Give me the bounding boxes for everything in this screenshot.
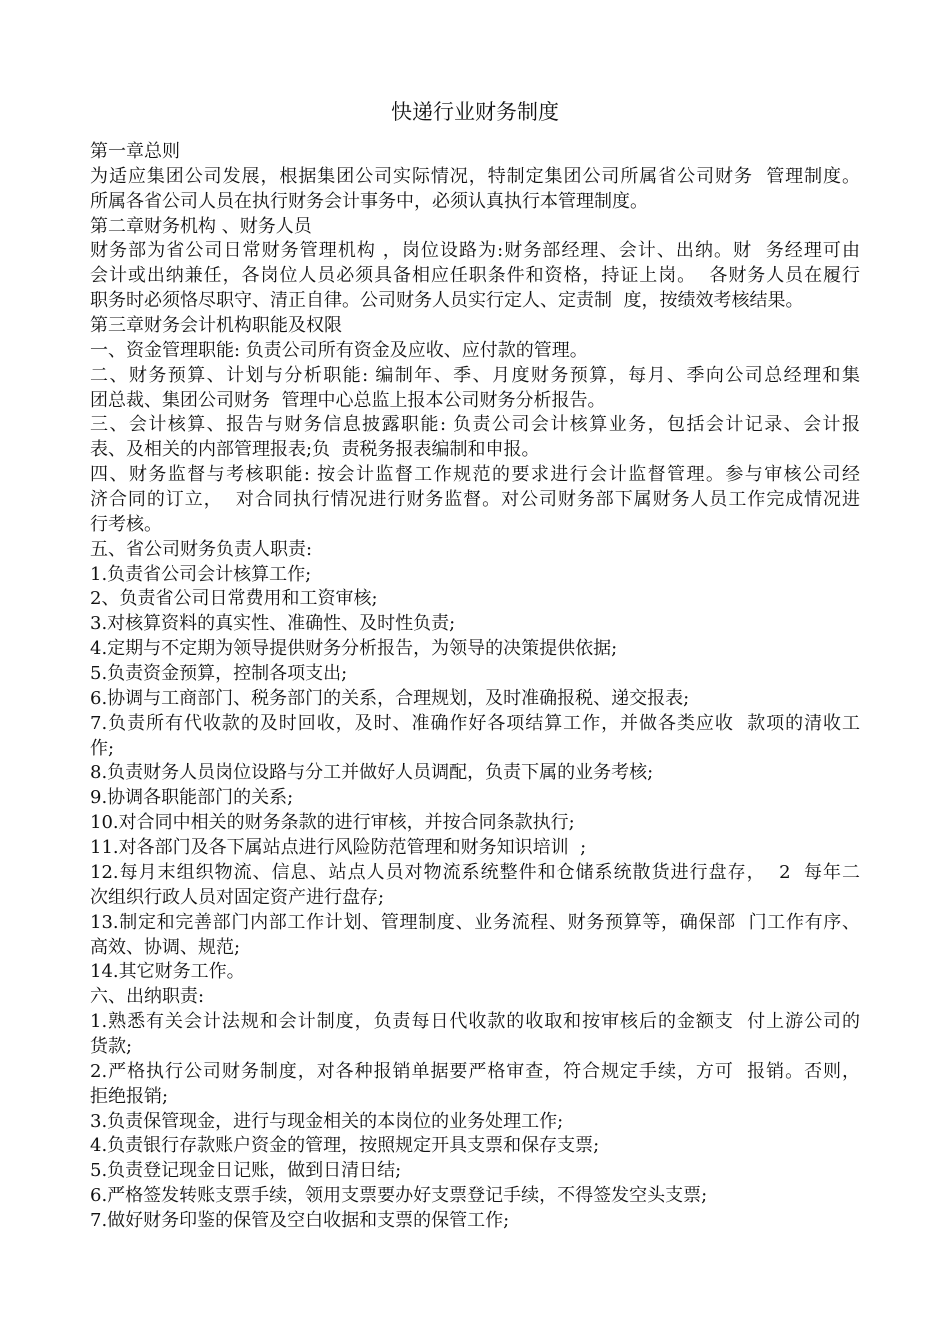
list-item: [90, 1010, 860, 1060]
paragraph: [90, 463, 860, 538]
text-line: 1.熟悉有关会计法规和会计制度，负责每日代收款的收取和按审核后的金额支 付上游公司的: [90, 1011, 860, 1033]
list-item: [90, 1159, 860, 1184]
text-line: 11.对各部门及各下属站点进行风险防范管理和财务知识培训 ;: [90, 837, 587, 859]
text-line: 5.负责登记现金日记账，做到日清日结;: [90, 1160, 402, 1182]
list-item: [90, 587, 860, 612]
text-line: 4.负责银行存款账户资金的管理，按照规定开具支票和保存支票;: [90, 1135, 600, 1157]
list-item: [90, 637, 860, 662]
paragraph: [90, 413, 860, 463]
text-line: 次组织行政人员对固定资产进行盘存;: [90, 886, 385, 908]
text-line: 二、财务预算、计划与分析职能: 编制年、季、月度财务预算，每月、季向公司总经理和集: [90, 364, 860, 386]
list-item: [90, 712, 860, 762]
text-line: 2.严格执行公司财务制度，对各种报销单据要严格审查，符合规定手续，方可 报销。否则，: [90, 1060, 860, 1082]
chapter: [90, 215, 860, 314]
paragraph: [90, 239, 860, 314]
paragraph: [90, 165, 860, 215]
list-item: [90, 960, 860, 985]
text-line: 团总裁、集团公司财务 管理中心总监上报本公司财务分析报告。: [90, 389, 606, 411]
list-item: [90, 687, 860, 712]
list-item: [90, 662, 860, 687]
text-line: 三、会计核算、报告与财务信息披露职能: 负责公司会计核算业务，包括会计记录、会计报: [90, 414, 860, 436]
list-item: [90, 563, 860, 588]
text-line: 职务时必须恪尽职守、清正自律。公司财务人员实行定人、定责制 度，按绩效考核结果。: [90, 290, 804, 312]
chapter: [90, 314, 860, 1234]
list-item: [90, 1184, 860, 1209]
list-item: [90, 861, 860, 911]
text-line: 作;: [90, 737, 115, 759]
list-item: [90, 1134, 860, 1159]
subsection: [90, 538, 860, 985]
text-line: 13.制定和完善部门内部工作计划、管理制度、业务流程、财务预算等，确保部 门工作有序、: [90, 911, 860, 933]
section-heading: 六、出纳职责:: [90, 986, 205, 1008]
document-title: 快递行业财务制度: [391, 100, 559, 124]
section-heading: 五、省公司财务负责人职责:: [90, 538, 313, 560]
text-line: 1.负责省公司会计核算工作;: [90, 563, 312, 585]
paragraph: [90, 339, 860, 364]
text-line: 济合同的订立， 对合同执行情况进行财务监督。对公司财务部下属财务人员工作完成情况进: [90, 489, 860, 511]
text-line: 货款;: [90, 1035, 133, 1057]
chapter: [90, 140, 860, 215]
text-line: 四、财务监督与考核职能: 按会计监督工作规范的要求进行会计监督管理。参与审核公司经: [90, 464, 860, 486]
text-line: 2、负责省公司日常费用和工资审核;: [90, 588, 378, 610]
text-line: 行考核。: [90, 513, 162, 535]
text-line: 10.对合同中相关的财务条款的进行审核，并按合同条款执行;: [90, 812, 575, 834]
text-line: 表、及相关的内部管理报表;负 责税务报表编制和申报。: [90, 439, 540, 461]
text-line: 为适应集团公司发展，根据集团公司实际情况，特制定集团公司所属省公司财务 管理制度。: [90, 165, 860, 187]
text-line: 4.定期与不定期为领导提供财务分析报告，为领导的决策提供依据;: [90, 638, 618, 660]
list-item: [90, 612, 860, 637]
text-line: 6.严格签发转账支票手续，领用支票要办好支票登记手续，不得签发空头支票;: [90, 1185, 708, 1207]
text-line: 所属各省公司人员在执行财务会计事务中，必须认真执行本管理制度。: [90, 190, 648, 212]
text-line: 7.负责所有代收款的及时回收，及时、准确作好各项结算工作，并做各类应收 款项的清收工: [90, 712, 860, 734]
text-line: 14.其它财务工作。: [90, 961, 245, 983]
list-item: [90, 811, 860, 836]
chapter-heading: 第一章总则: [90, 141, 180, 162]
chapter-heading: 第二章财务机构 、财务人员: [90, 215, 312, 237]
text-line: 3.对核算资料的真实性、准确性、及时性负责;: [90, 613, 456, 635]
list-item: [90, 1209, 860, 1234]
text-line: 7.做好财务印鉴的保管及空白收据和支票的保管工作;: [90, 1209, 510, 1231]
list-item: [90, 1060, 860, 1110]
text-line: 拒绝报销;: [90, 1085, 169, 1107]
text-line: 12.每月末组织物流、信息、站点人员对物流系统整件和仓储系统散货进行盘存， 2 每年二: [90, 861, 860, 883]
text-line: 会计或出纳兼任，各岗位人员必须具备相应任职条件和资格，持证上岗。 各财务人员在履行: [90, 265, 860, 287]
list-item: [90, 786, 860, 811]
text-line: 高效、协调、规范;: [90, 936, 241, 958]
list-item: [90, 761, 860, 786]
list-item: [90, 836, 860, 861]
list-item: [90, 1110, 860, 1135]
subsection: [90, 985, 860, 1234]
text-line: 8.负责财务人员岗位设路与分工并做好人员调配，负责下属的业务考核;: [90, 762, 654, 784]
paragraph: [90, 364, 860, 414]
document-body: [90, 140, 860, 1234]
text-line: 9.协调各职能部门的关系;: [90, 787, 294, 809]
text-line: 财务部为省公司日常财务管理机构 ，岗位设路为:财务部经理、会计、出纳。财 务经理可由: [90, 240, 860, 262]
text-line: 3.负责保管现金，进行与现金相关的本岗位的业务处理工作;: [90, 1110, 564, 1132]
chapter-heading: 第三章财务会计机构职能及权限: [90, 315, 342, 337]
list-item: [90, 911, 860, 961]
text-line: 5.负责资金预算，控制各项支出;: [90, 663, 348, 685]
text-line: 一、资金管理职能: 负责公司所有资金及应收、应付款的管理。: [90, 339, 588, 361]
text-line: 6.协调与工商部门、税务部门的关系，合理规划，及时准确报税、递交报表;: [90, 687, 690, 709]
